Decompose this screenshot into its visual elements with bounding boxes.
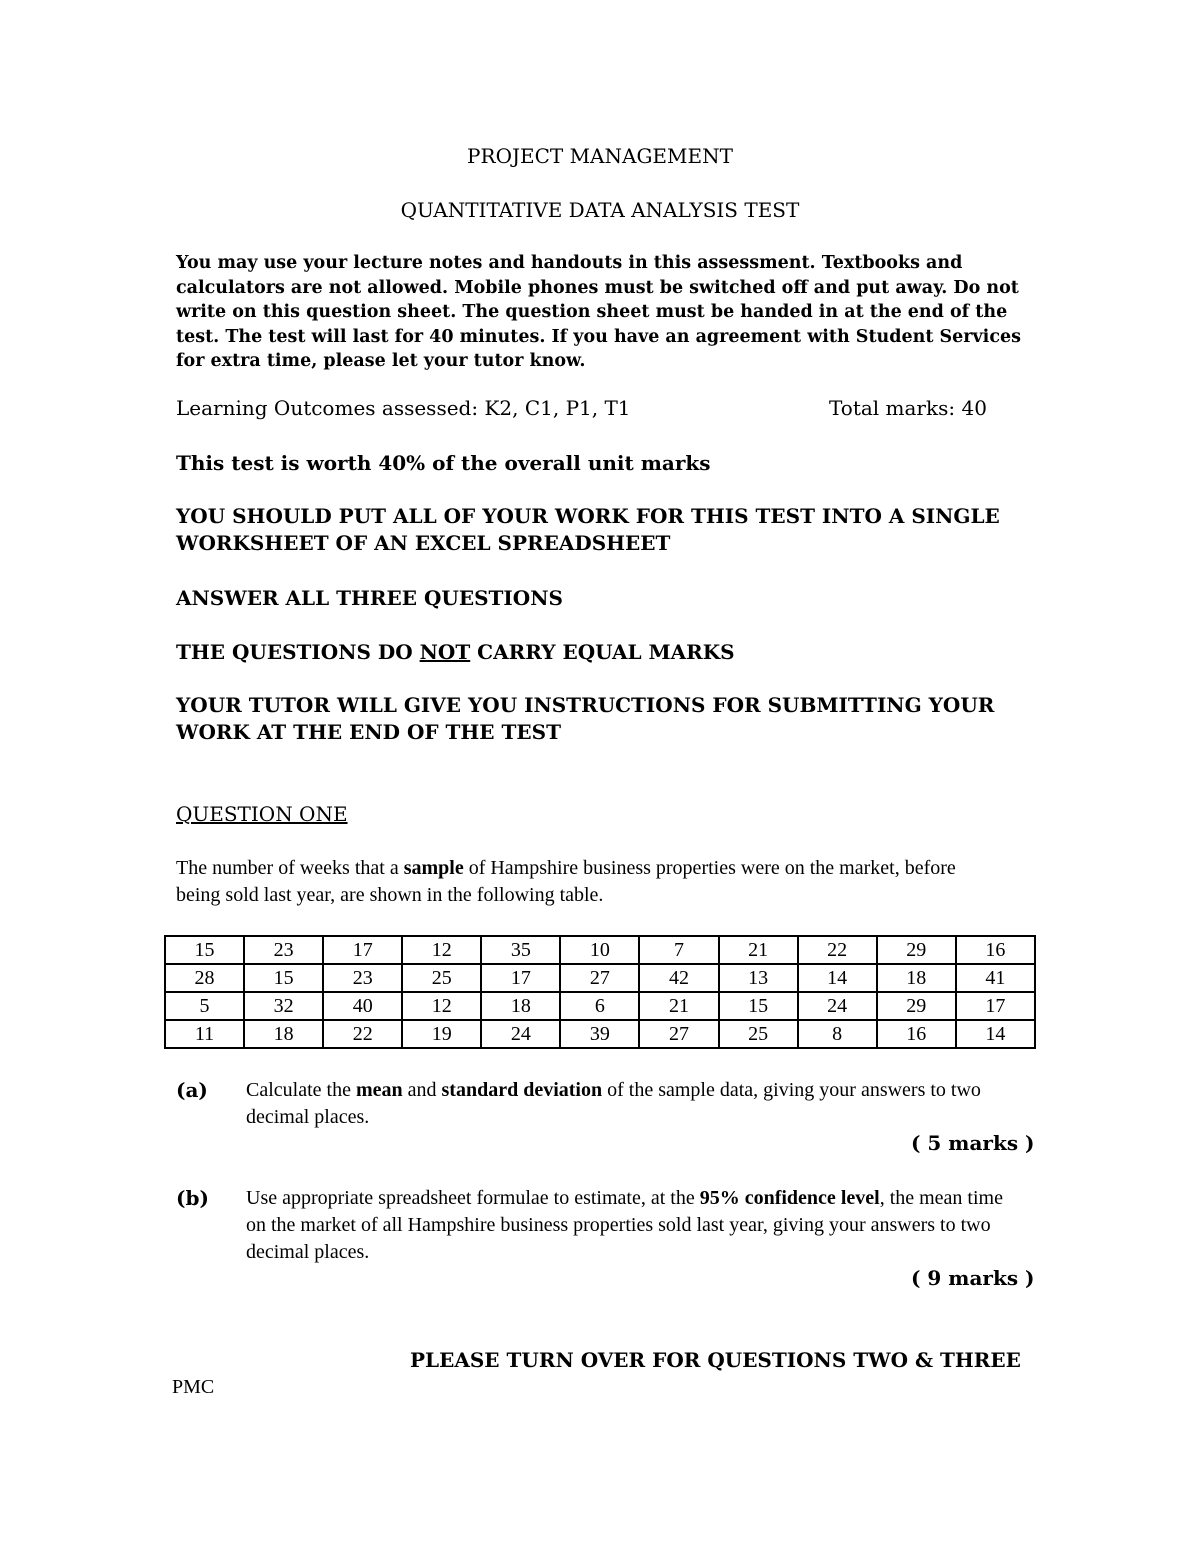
equal-marks-post: CARRY EQUAL MARKS	[470, 640, 735, 664]
table-cell: 22	[323, 1020, 402, 1048]
table-row	[165, 964, 1035, 992]
part-a-label: (a)	[176, 1078, 208, 1102]
part-b-confidence: 95% confidence level	[699, 1187, 880, 1209]
turn-over-notice: PLEASE TURN OVER FOR QUESTIONS TWO & THREE	[410, 1348, 1021, 1372]
table-cell: 14	[956, 1020, 1035, 1048]
table-cell: 28	[165, 964, 244, 992]
equal-marks-not: NOT	[419, 640, 471, 664]
table-cell: 15	[719, 992, 798, 1020]
table-cell: 5	[165, 992, 244, 1020]
table-cell: 23	[244, 936, 323, 964]
table-cell: 24	[798, 992, 877, 1020]
learning-outcomes: Learning Outcomes assessed: K2, C1, P1, T1	[176, 396, 631, 420]
intro-pre: The number of weeks that a	[176, 857, 404, 879]
table-cell: 17	[323, 936, 402, 964]
table-cell: 22	[798, 936, 877, 964]
weeks-data-table	[164, 935, 1036, 1049]
document-subtitle: QUANTITATIVE DATA ANALYSIS TEST	[400, 198, 800, 222]
worksheet-notice-line2: WORKSHEET OF AN EXCEL SPREADSHEET	[176, 531, 671, 555]
intro-post: of Hampshire business properties were on the market, before being sold last year, are shown in the following table.	[176, 857, 956, 906]
table-row	[165, 936, 1035, 964]
document-title: PROJECT MANAGEMENT	[467, 144, 733, 168]
table-cell: 17	[956, 992, 1035, 1020]
table-cell: 27	[639, 1020, 718, 1048]
table-cell: 15	[244, 964, 323, 992]
submit-notice-line1: YOUR TUTOR WILL GIVE YOU INSTRUCTIONS FOR SUBMITTING YOUR	[176, 693, 995, 717]
table-cell: 16	[877, 1020, 956, 1048]
page-footer-code: PMC	[172, 1376, 215, 1398]
part-b-label: (b)	[176, 1186, 209, 1210]
table-row	[165, 992, 1035, 1020]
table-cell: 25	[402, 964, 481, 992]
table-row	[165, 1020, 1035, 1048]
table-cell: 18	[481, 992, 560, 1020]
table-cell: 41	[956, 964, 1035, 992]
part-a-t2: and	[402, 1079, 442, 1101]
table-cell: 40	[323, 992, 402, 1020]
intro-bold: sample	[403, 857, 464, 879]
table-cell: 11	[165, 1020, 244, 1048]
part-a-marks: ( 5 marks )	[911, 1131, 1035, 1155]
table-cell: 7	[639, 936, 718, 964]
table-cell: 19	[402, 1020, 481, 1048]
table-cell: 17	[481, 964, 560, 992]
table-cell: 39	[560, 1020, 639, 1048]
table-cell: 27	[560, 964, 639, 992]
table-cell: 8	[798, 1020, 877, 1048]
table-cell: 32	[244, 992, 323, 1020]
table-cell: 12	[402, 992, 481, 1020]
answer-all-notice: ANSWER ALL THREE QUESTIONS	[176, 586, 563, 610]
part-b-text	[246, 1185, 1026, 1266]
worksheet-notice-line1: YOU SHOULD PUT ALL OF YOUR WORK FOR THIS TEST INTO A SINGLE	[176, 504, 1000, 528]
part-b-t1: Use appropriate spreadsheet formulae to estimate, at the	[246, 1187, 700, 1209]
total-marks: Total marks: 40	[829, 396, 987, 420]
test-weighting: This test is worth 40% of the overall unit marks	[176, 451, 711, 475]
table-cell: 21	[639, 992, 718, 1020]
part-a-t1: Calculate the	[246, 1079, 356, 1101]
table-cell: 18	[244, 1020, 323, 1048]
part-a-t3: of the sample data, giving your answers to two decimal places.	[246, 1079, 981, 1128]
table-cell: 42	[639, 964, 718, 992]
part-a-mean: mean	[355, 1079, 403, 1101]
table-cell: 12	[402, 936, 481, 964]
table-cell: 29	[877, 936, 956, 964]
instructions-paragraph: You may use your lecture notes and handouts in this assessment. Textbooks and calculators are not allowed. Mobile phones must be switched off and put away. Do not write on this question sheet. The question sheet must be handed in at the end of the test. The test will last for 40 minutes. If you have an agreement with Student Services for extra time, please let your tutor know.	[176, 253, 1021, 371]
table-cell: 24	[481, 1020, 560, 1048]
table-cell: 25	[719, 1020, 798, 1048]
table-cell: 35	[481, 936, 560, 964]
table-cell: 6	[560, 992, 639, 1020]
table-cell: 21	[719, 936, 798, 964]
table-cell: 10	[560, 936, 639, 964]
table-cell: 29	[877, 992, 956, 1020]
submit-notice-line2: WORK AT THE END OF THE TEST	[176, 720, 561, 744]
equal-marks-pre: THE QUESTIONS DO	[176, 640, 420, 664]
part-a-text	[246, 1077, 1026, 1131]
equal-marks-notice	[176, 640, 735, 664]
part-b-marks: ( 9 marks )	[911, 1266, 1035, 1290]
table-cell: 14	[798, 964, 877, 992]
table-cell: 18	[877, 964, 956, 992]
part-a-std: standard deviation	[441, 1079, 603, 1101]
table-cell: 15	[165, 936, 244, 964]
table-cell: 13	[719, 964, 798, 992]
part-b-t2: , the mean time on the market of all Hampshire business properties sold last year, giving your answers to two decimal places.	[246, 1187, 1003, 1263]
question-one-heading: QUESTION ONE	[176, 802, 348, 826]
table-cell: 23	[323, 964, 402, 992]
question-one-intro	[176, 855, 976, 909]
table-cell: 16	[956, 936, 1035, 964]
